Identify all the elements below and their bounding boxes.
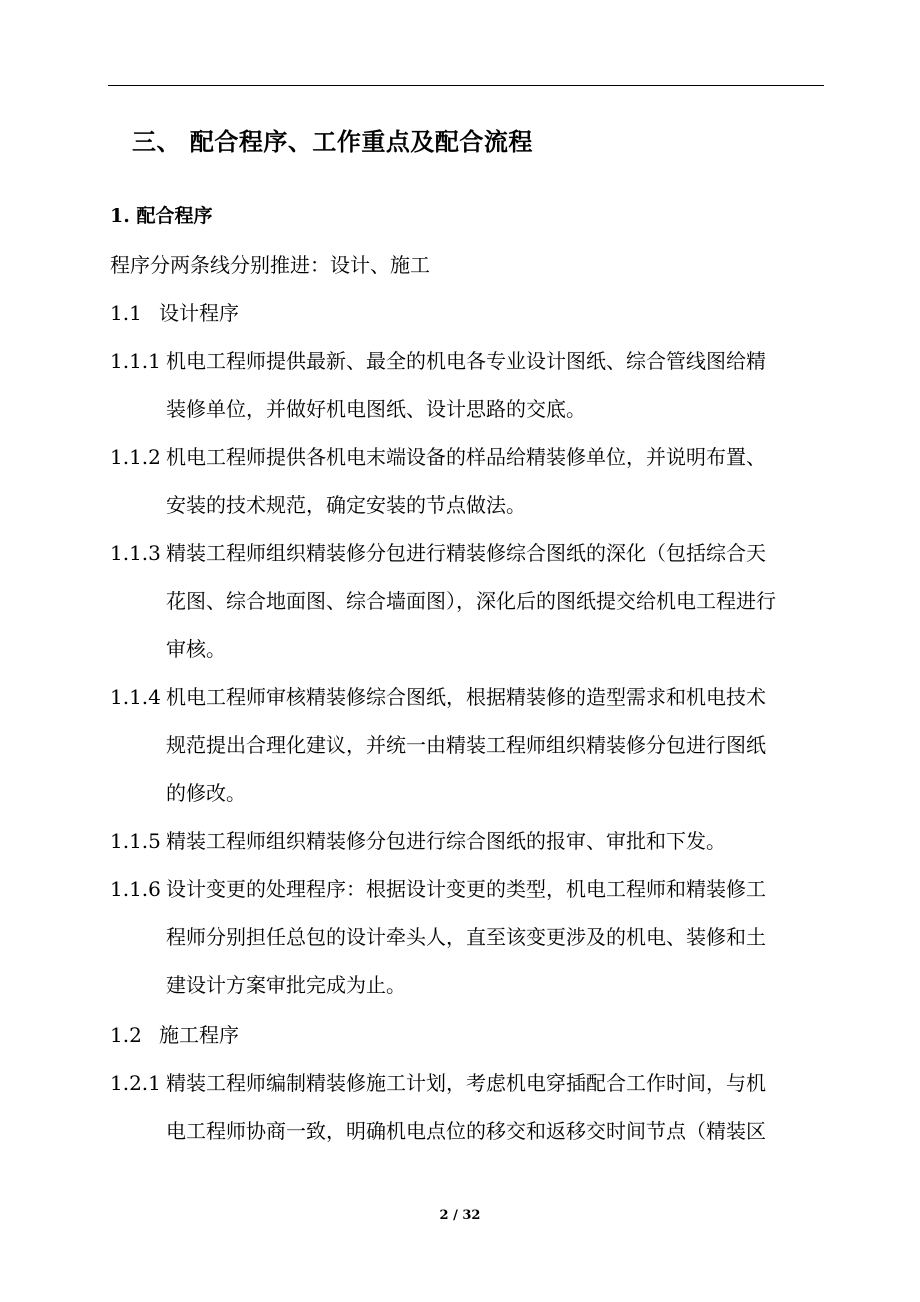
item-line: 机电工程师提供最新、最全的机电各专业设计图纸、综合管线图给精 (166, 349, 766, 373)
item-line: 精装工程师组织精装修分包进行综合图纸的报审、审批和下发。 (166, 829, 726, 853)
item-line: 精装工程师编制精装修施工计划，考虑机电穿插配合工作时间，与机 (166, 1071, 766, 1095)
subheading-number: 1.1 (110, 301, 142, 325)
item-line: 安装的技术规范，确定安装的节点做法。 (166, 493, 526, 517)
item-text (166, 433, 826, 529)
item-text (166, 817, 826, 865)
item-line: 电工程师协商一致，明确机电点位的移交和返移交时间节点（精装区 (166, 1119, 766, 1143)
item-text (166, 673, 826, 817)
item-line: 程师分别担任总包的设计牵头人，直至该变更涉及的机电、装修和土 (166, 925, 766, 949)
header-rule (108, 85, 824, 86)
item-line: 的修改。 (166, 781, 246, 805)
item-number: 1.1.5 (110, 829, 161, 853)
item-number: 1.1.6 (110, 877, 161, 901)
item-text (166, 337, 826, 433)
item-line: 设计变更的处理程序：根据设计变更的类型，机电工程师和精装修工 (166, 877, 766, 901)
item-line: 花图、综合地面图、综合墙面图），深化后的图纸提交给机电工程进行 (166, 589, 776, 613)
heading-peihe-chengxu: 1. 配合程序 (110, 205, 213, 227)
item-line: 精装工程师组织精装修分包进行精装修综合图纸的深化（包括综合天 (166, 541, 766, 565)
page-number: 2 / 32 (439, 1208, 481, 1223)
item-line: 机电工程师提供各机电末端设备的样品给精装修单位，并说明布置、 (166, 445, 766, 469)
subheading-title: 设计程序 (159, 301, 239, 325)
subheading-title: 施工程序 (159, 1023, 239, 1047)
item-text (166, 529, 826, 673)
item-number: 1.1.1 (110, 349, 161, 373)
subheading-number: 1.2 (110, 1023, 142, 1047)
item-number: 1.1.2 (110, 445, 161, 469)
item-line: 机电工程师审核精装修综合图纸，根据精装修的造型需求和机电技术 (166, 685, 766, 709)
item-line: 装修单位，并做好机电图纸、设计思路的交底。 (166, 397, 586, 421)
item-text (166, 865, 826, 1009)
section-title: 三、 配合程序、工作重点及配合流程 (132, 127, 533, 156)
item-line: 审核。 (166, 637, 226, 661)
item-number: 1.1.3 (110, 541, 161, 565)
item-line: 建设计方案审批完成为止。 (166, 973, 406, 997)
item-line: 规范提出合理化建议，并统一由精装工程师组织精装修分包进行图纸 (166, 733, 766, 757)
intro-paragraph: 程序分两条线分别推进：设计、施工 (110, 253, 430, 277)
item-text (166, 1059, 826, 1155)
item-number: 1.1.4 (110, 685, 161, 709)
item-number: 1.2.1 (110, 1071, 161, 1095)
